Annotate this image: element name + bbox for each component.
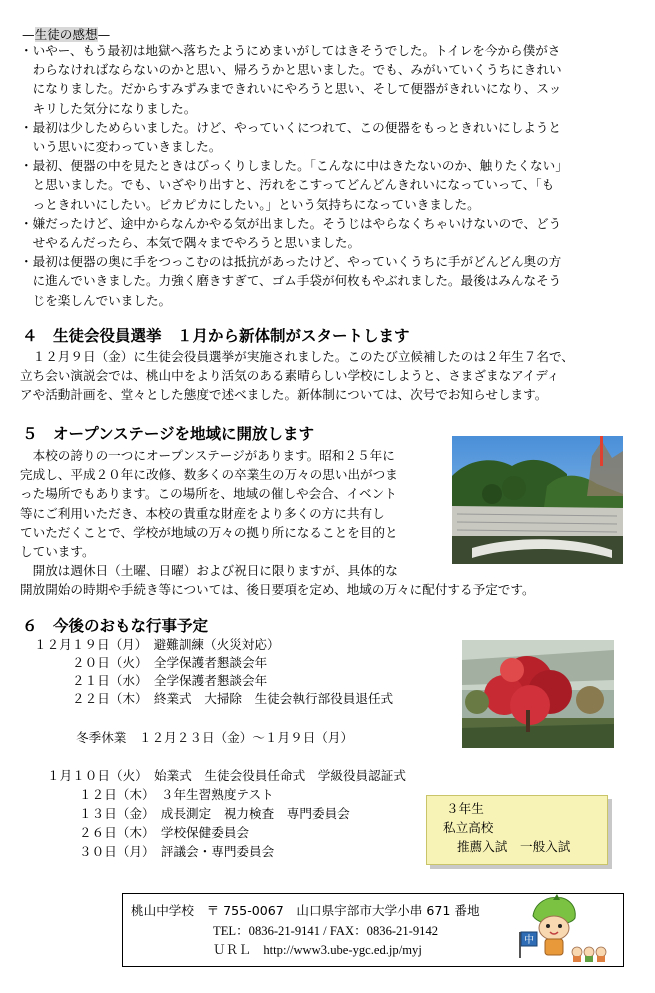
impression-line: わらなければならないのかと思い、帰ろうかと思いました。でも、みがいていくうちにきれい: [20, 62, 562, 78]
impression-line: っときれいにしたい。ピカピカにしたい。」という気持ちになっていきました。: [20, 196, 480, 212]
impression-line: になりました。だからすみずみまできれいにやろうと思い、そして便器がきれいになり、スッ: [20, 81, 562, 97]
event-jan-12: １２日（木） ３年生習熟度テスト: [79, 787, 274, 802]
section4-body: [20, 347, 574, 405]
section5-line: 開放は週休日（土曜、日曜）および祝日に限りますが、具体的な: [20, 563, 398, 579]
impression-line: ・最初は便器の奥に手をつっこむのは抵抗があったけど、やっていくうちに手がどんどん奥の方: [20, 254, 562, 270]
event-jan-13: １３日（金） 成長測定 視力検査 専門委員会: [79, 806, 350, 821]
section4-line: １２月９日（金）に生徒会役員選挙が実施されました。このたび立候補したのは２年生７名で、: [20, 349, 574, 364]
event-dec-21: ２１日（水） 全学保護者懇談会年: [72, 673, 268, 688]
event-jan-26: ２６日（木） 学校保健委員会: [79, 825, 250, 840]
event-dec-19: １２月１９日（月） 避難訓練（火災対応）: [34, 637, 280, 652]
school-url: ＵＲＬ http://www3.ube-ygc.ed.jp/myj: [213, 943, 422, 957]
note-line-private-school: 私立高校: [443, 820, 494, 835]
section5-line: った場所でもあります。この場所を、地域の催しや会合、イベント: [20, 486, 397, 502]
mascot-flag-text: 中: [524, 935, 534, 946]
event-jan-10: １月１０日（火） 始業式 生徒会役員任命式 学級役員認証式: [47, 768, 406, 783]
heading-dash-left: —: [22, 27, 35, 42]
section6-heading: ６ 今後のおもな行事予定: [22, 617, 209, 635]
impression-line: せやるんだったら、本気で隅々までやろうと思いました。: [20, 235, 361, 251]
note-line-grade: ３年生: [446, 801, 484, 816]
impression-line: ・最初は少しためらいました。けど、やっていくにつれて、この便器をもっときれいにしようと: [20, 119, 562, 135]
school-address: 桃山中学校 〒 755-0067 山口県宇部市大学小串 671 番地: [131, 903, 480, 918]
section5-line: しています。: [20, 544, 95, 560]
impressions-heading-label: 生徒の感想: [34, 27, 98, 42]
event-jan-30: ３０日（月） 評議会・専門委員会: [79, 844, 275, 859]
entrance-exam-note: [426, 795, 608, 865]
impression-line: ・いやー、もう最初は地獄へ落ちたようにめまいがしてはきそうでした。トイレを今から僕がさ: [20, 43, 561, 58]
impression-line: キリした気分になりました。: [20, 100, 197, 116]
impression-line: ・嫌だったけど、途中からなんかやる気が出ました。そうじはやらなくちゃいけないので、どう: [20, 215, 562, 231]
section4-line: アや活動計画を、堂々とした態度で述べました。新体制については、次号でお知らせします。: [20, 387, 548, 403]
open-stage-photo: [452, 436, 623, 564]
impression-line: じを楽しんでいました。: [20, 292, 172, 308]
section5-line: ていただくことで、学校が地域の万々の拠り所になることを目的と: [20, 524, 398, 540]
school-mascot-icon: [513, 894, 621, 964]
autumn-tree-photo: [462, 640, 614, 748]
section4-line: 立ち会い演説会では、桃山中をより活気のある素晴らしい学校にしようと、さまざまなアイディ: [20, 368, 560, 384]
impression-line: いう思いに変わっていきました。: [20, 139, 222, 155]
impression-line: に進んでいきました。力強く磨きすぎて、ゴム手袋が何枚もやぶれました。最後はみんなそう: [20, 273, 562, 289]
heading-dash-right: —: [97, 27, 111, 42]
school-info-footer: [122, 893, 624, 967]
section4-heading: ４ 生徒会役員選挙 １月から新体制がスタートします: [22, 327, 410, 345]
section5-line: 完成し、平成２０年に改修、数多くの卒業生の万々の思い出がつま: [20, 467, 398, 483]
impression-line: と思いました。でも、いざやり出すと、汚れをこすってどんどんきれいになっていって、「も: [20, 177, 555, 193]
note-line-exam-types: 推薦入試 一般入試: [457, 839, 571, 854]
event-dec-22: ２２日（木） 終業式 大掃除 生徒会執行部役員退任式: [72, 691, 394, 706]
impression-line: ・最初、便器の中を見たときはびっくりしました。「こんなに中はきたないのか、触りたくない」: [20, 158, 568, 174]
section5-line: 等にご利用いただき、本校の貴重な財産をより多くの方に共有し: [20, 505, 385, 521]
event-dec-20: ２０日（火） 全学保護者懇談会年: [72, 655, 268, 670]
section5-line: 開放開始の時期や手続き等については、後日要項を定め、地域の万々に配付する予定です。: [20, 582, 535, 598]
section5-line: 本校の誇りの一つにオープンステージがあります。昭和２５年に: [20, 448, 395, 463]
winter-break: 冬季休業 １２月２３日（金）～１月９日（月）: [76, 730, 354, 745]
impressions-body: [20, 41, 568, 310]
school-tel-fax: TEL：0836-21-9141 / FAX：0836-21-9142: [213, 924, 439, 938]
section5-heading: ５ オープンステージを地域に開放します: [22, 425, 315, 443]
